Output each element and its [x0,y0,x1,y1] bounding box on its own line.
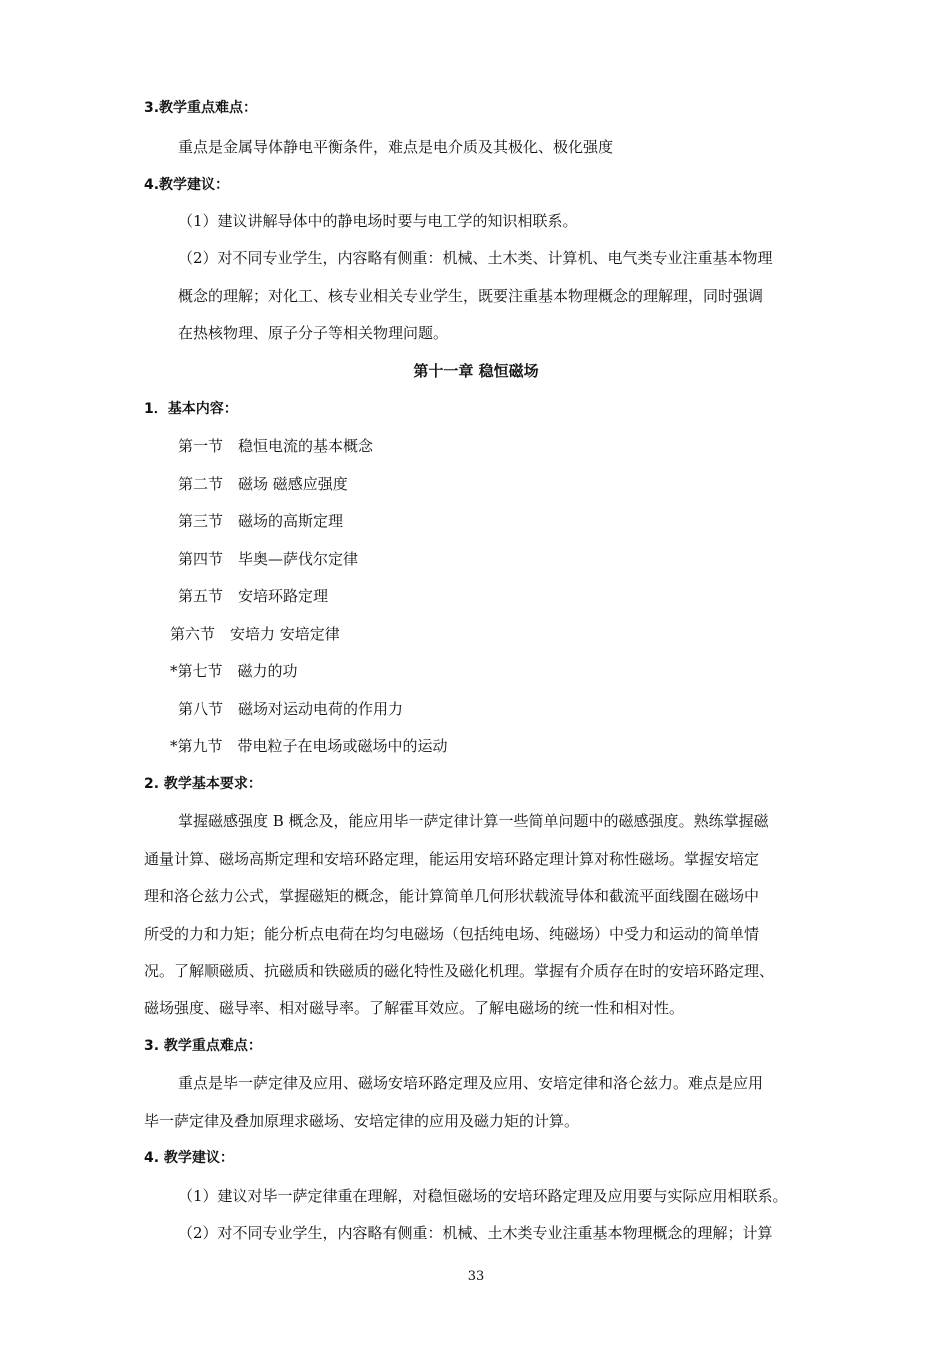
section-list-item: *第九节 带电粒子在电场或磁场中的运动 [170,737,448,755]
requirements-line: 磁场强度、磁导率、相对磁导率。了解霍耳效应。了解电磁场的统一性和相对性。 [144,999,685,1017]
chapter-advice-line: （1）建议对毕一萨定律重在理解，对稳恒磁场的安培环路定理及应用要与实际应用相联系。 [178,1187,788,1205]
advice-item-1: （1）建议讲解导体中的静电场时要与电工学的知识相联系。 [178,212,578,230]
chapter-title: 第十一章 稳恒磁场 [413,362,539,380]
section-list-item: 第五节 安培环路定理 [178,587,329,605]
section-list-item: 第四节 毕奥—萨伐尔定律 [178,550,359,568]
paragraph-key-points: 重点是金属导体静电平衡条件，难点是电介质及其极化、极化强度 [178,138,614,156]
section-heading-requirements: 2. 教学基本要求： [144,776,262,792]
key-points-line: 重点是毕一萨定律及应用、磁场安培环路定理及应用、安培定律和洛仑兹力。难点是应用 [178,1074,764,1092]
advice-item-2-line-2: 概念的理解；对化工、核专业相关专业学生，既要注重基本物理概念的理解理，同时强调 [178,287,764,305]
chapter-advice-line: （2）对不同专业学生，内容略有侧重：机械、土木类专业注重基本物理概念的理解；计算 [178,1224,773,1242]
section-heading-key-points: 3.教学重点难点： [144,100,258,116]
section-list-item: 第二节 磁场 磁感应强度 [178,475,348,493]
requirements-line: 况。了解顺磁质、抗磁质和铁磁质的磁化特性及磁化机理。掌握有介质存在时的安培环路定理、 [144,962,775,980]
requirements-line: 通量计算、磁场高斯定理和安培环路定理，能运用安培环路定理计算对称性磁场。掌握安培定 [144,850,760,868]
section-list-item: 第三节 磁场的高斯定理 [178,512,344,530]
section-list-item: 第一节 稳恒电流的基本概念 [178,437,374,455]
section-heading-chapter-key-points: 3. 教学重点难点： [144,1038,262,1054]
section-list-item: *第七节 磁力的功 [170,662,298,680]
section-heading-advice: 4.教学建议： [144,177,230,193]
advice-item-2-line-3: 在热核物理、原子分子等相关物理问题。 [178,324,449,342]
section-heading-basic-content: 1．基本内容： [144,401,238,417]
key-points-line: 毕一萨定律及叠加原理求磁场、安培定律的应用及磁力矩的计算。 [144,1112,580,1130]
section-heading-chapter-advice: 4. 教学建议： [144,1150,234,1166]
advice-item-2-line-1: （2）对不同专业学生，内容略有侧重：机械、土木类、计算机、电气类专业注重基本物理 [178,249,773,267]
section-list-item: 第八节 磁场对运动电荷的作用力 [178,700,404,718]
requirements-line: 掌握磁感强度 B 概念及，能应用毕一萨定律计算一些简单问题中的磁感强度。熟练掌握磁 [178,812,769,830]
requirements-line: 所受的力和力矩；能分析点电荷在均匀电磁场（包括纯电场、纯磁场）中受力和运动的简单情 [144,925,760,943]
section-list-item: 第六节 安培力 安培定律 [170,625,340,643]
requirements-line: 理和洛仑兹力公式，掌握磁矩的概念，能计算简单几何形状载流导体和截流平面线圈在磁场中 [144,887,760,905]
page-number: 33 [467,1269,485,1284]
